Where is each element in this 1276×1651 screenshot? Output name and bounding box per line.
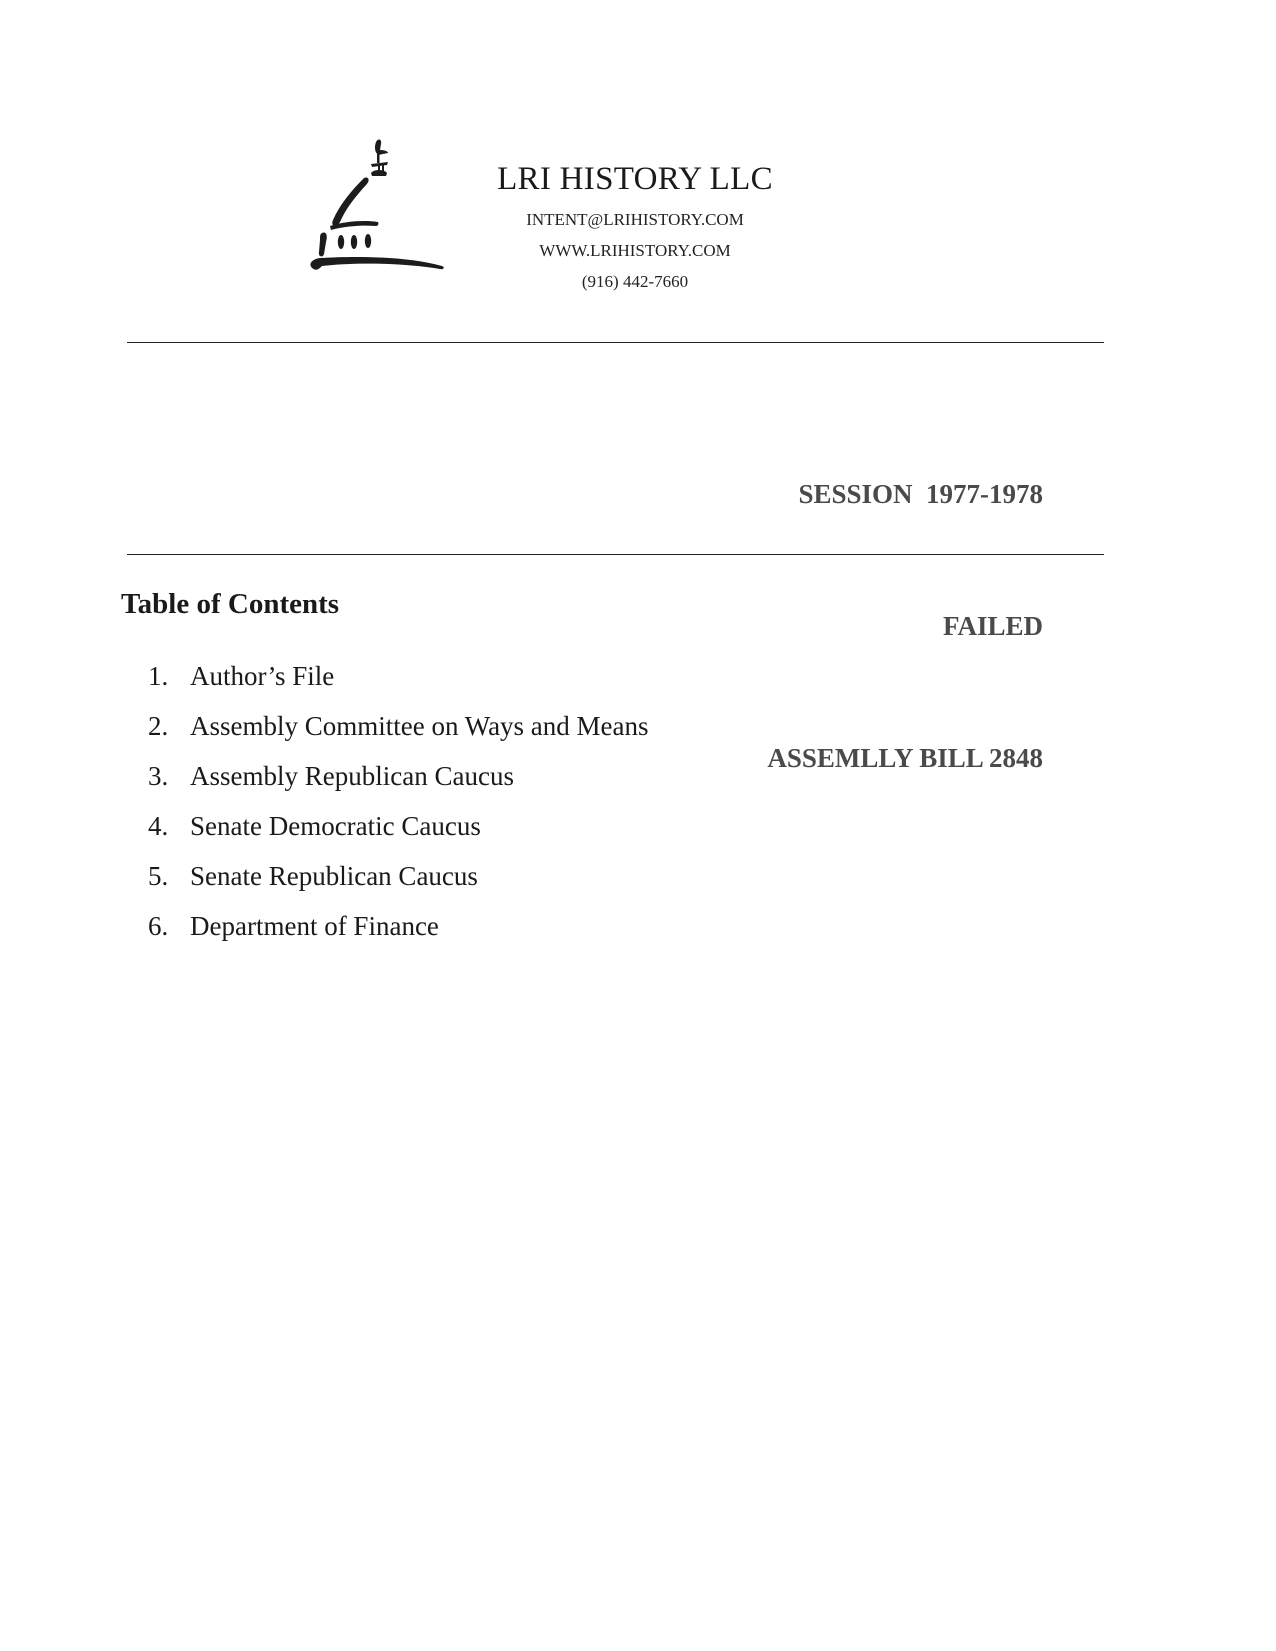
toc-title: Table of Contents	[121, 588, 340, 620]
toc-item-label: Senate Democratic Caucus	[190, 811, 481, 841]
company-phone: (916) 442-7660	[581, 272, 689, 291]
toc-item	[148, 901, 649, 951]
top-divider	[127, 342, 1104, 343]
toc-item-label: Department of Finance	[190, 911, 439, 941]
toc-item	[148, 801, 649, 851]
bill-name: ASSEMLLY BILL 2848	[767, 743, 1043, 773]
toc-item-label: Senate Republican Caucus	[190, 861, 478, 891]
toc-item	[148, 701, 649, 751]
toc-item-number: 2.	[148, 711, 169, 741]
company-email: INTENT@LRIHISTORY.COM	[526, 210, 744, 229]
toc-item-number: 5.	[148, 861, 169, 891]
session-label: SESSION 1977-1978	[798, 479, 1043, 509]
toc-item-number: 3.	[148, 761, 169, 791]
toc-list	[148, 651, 649, 951]
toc-item-number: 6.	[148, 911, 169, 941]
bill-status: FAILED	[942, 611, 1043, 641]
toc-item	[148, 751, 649, 801]
bill-info	[767, 384, 1043, 824]
toc-item-number: 4.	[148, 811, 169, 841]
company-website: WWW.LRIHISTORY.COM	[539, 241, 731, 260]
toc-item	[148, 851, 649, 901]
capitol-dome-icon	[308, 138, 454, 294]
toc-item-label: Author’s File	[190, 661, 335, 691]
toc-item-label: Assembly Committee on Ways and Means	[190, 711, 649, 741]
toc-item-label: Assembly Republican Caucus	[190, 761, 514, 791]
company-header	[480, 160, 790, 297]
toc-item	[148, 651, 649, 701]
company-name: LRI HISTORY LLC	[497, 161, 773, 197]
toc-item-number: 1.	[148, 661, 169, 691]
bottom-divider	[127, 554, 1104, 555]
